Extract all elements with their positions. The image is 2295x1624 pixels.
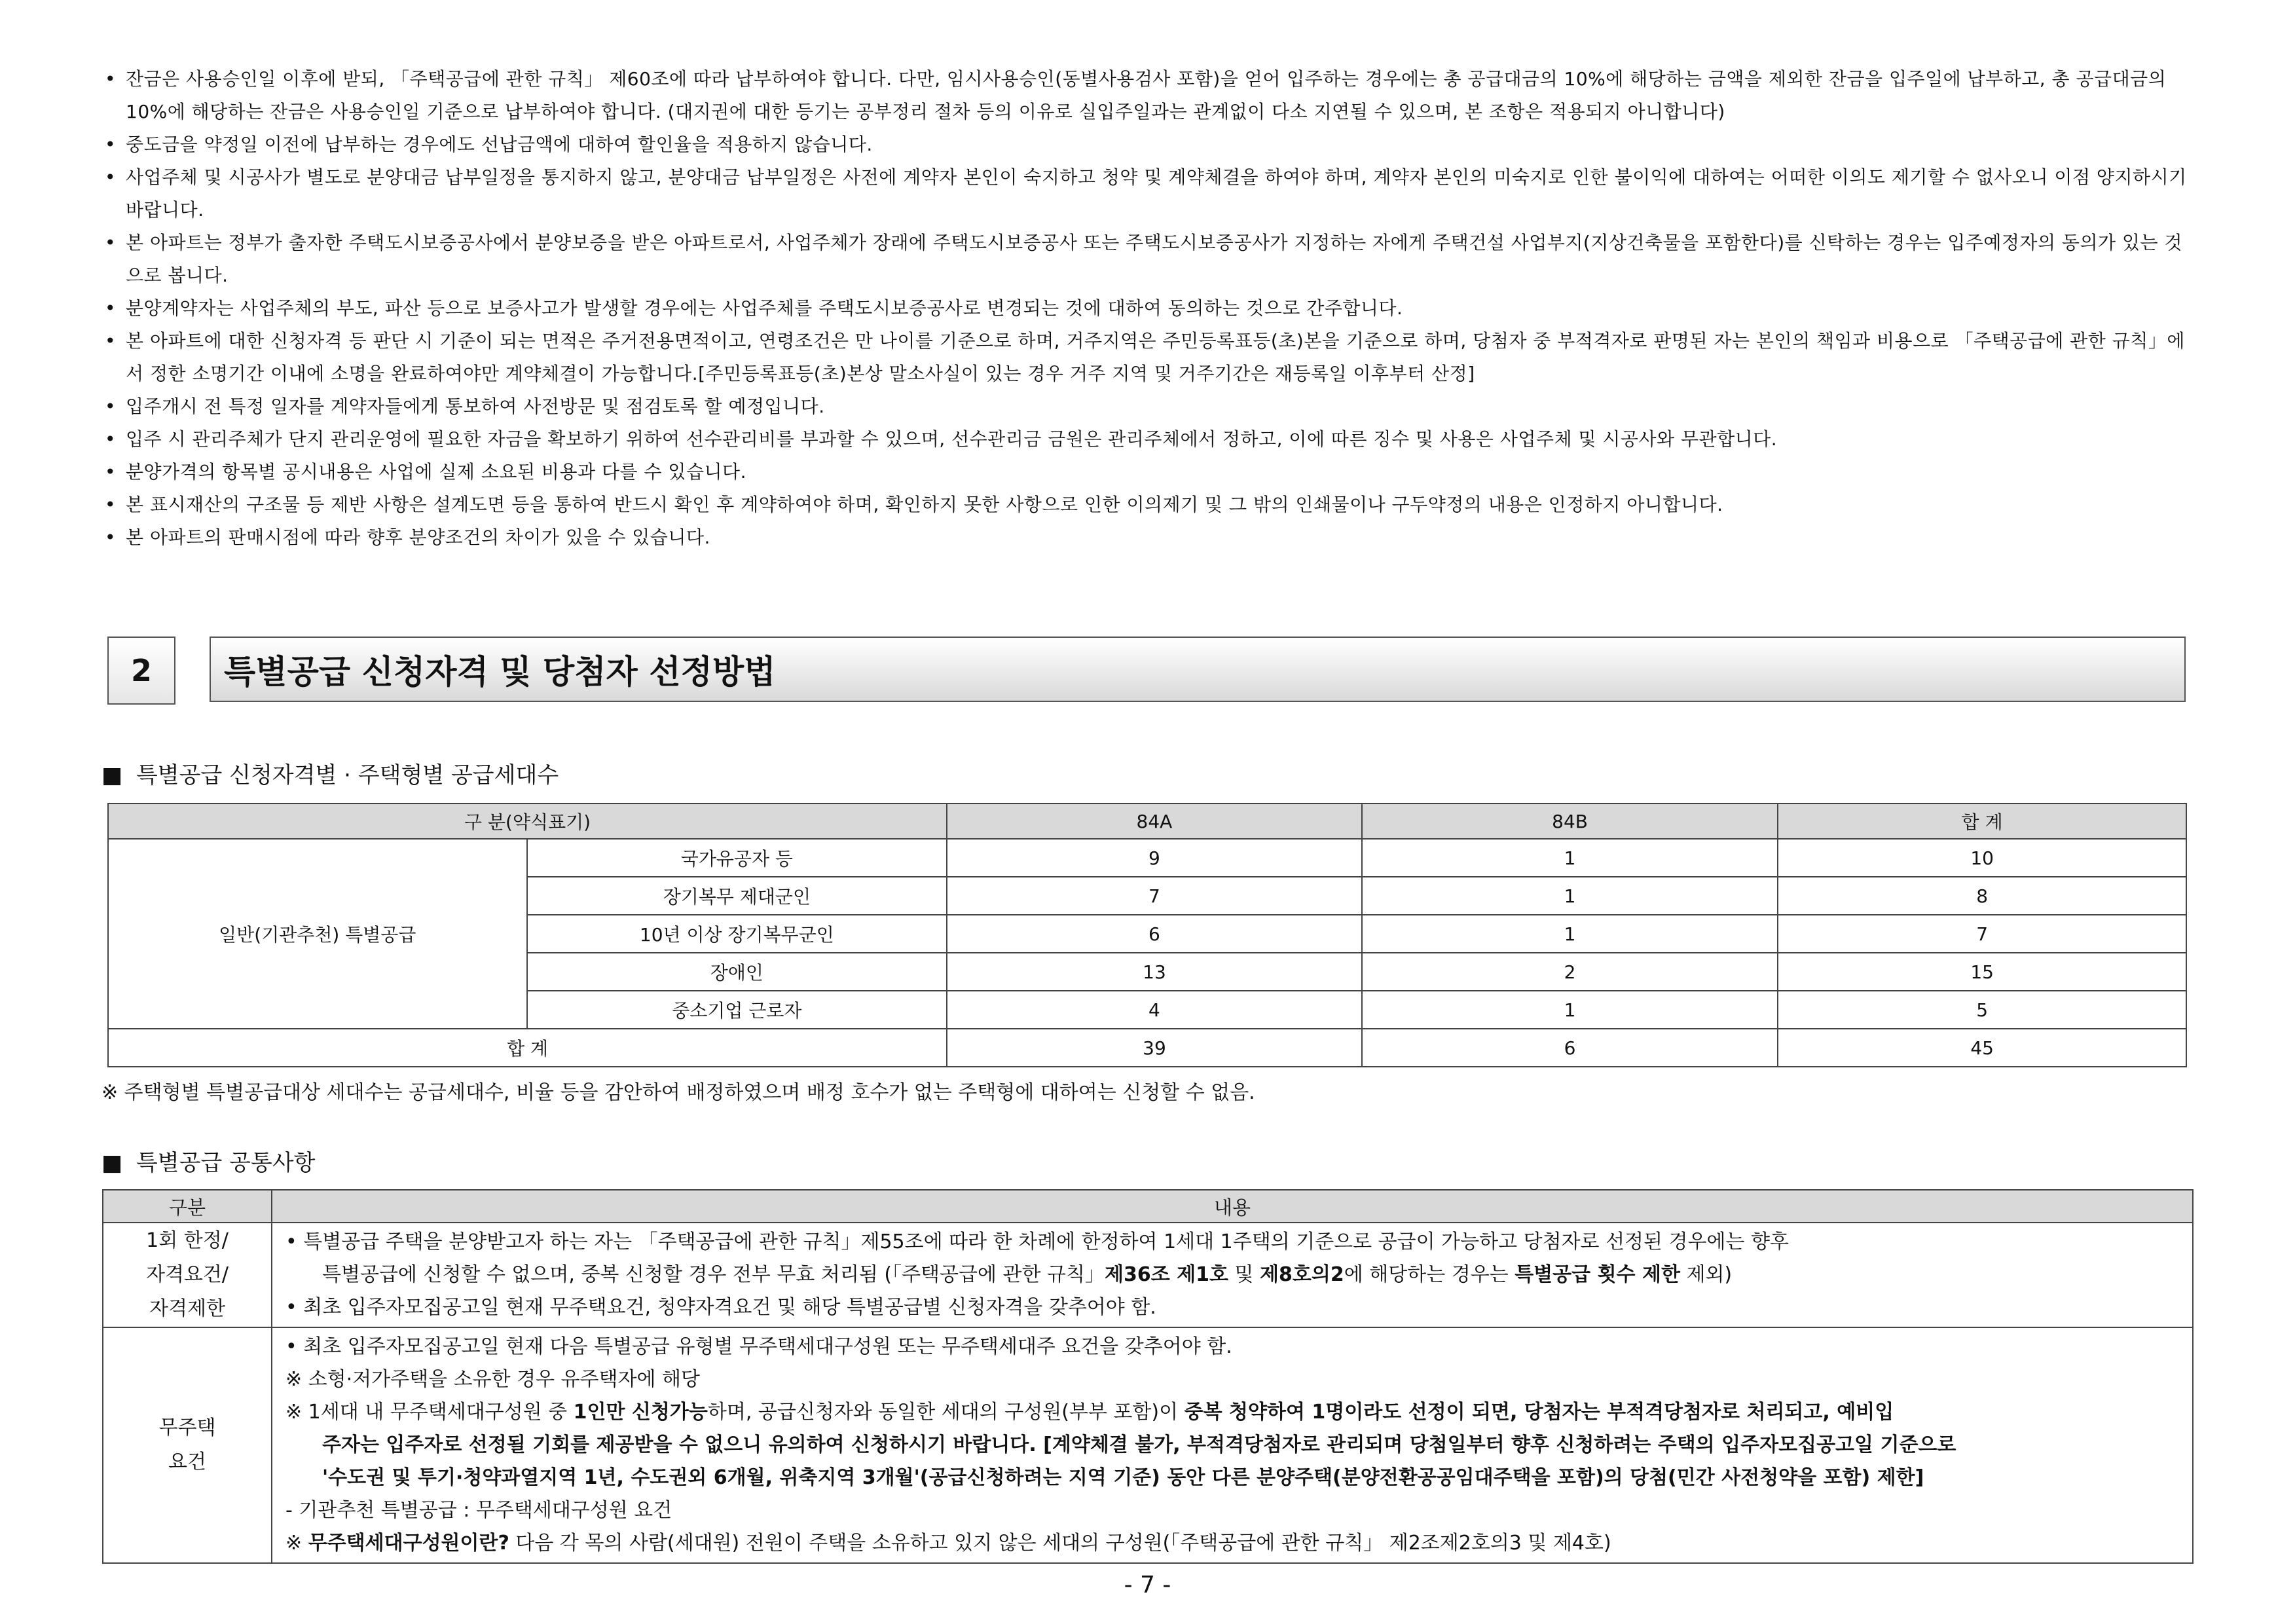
text-span: 특별공급에 신청할 수 없으며, 중복 신청할 경우 전부 무효 처리됨 (「주택공급에 관한 규칙」 <box>322 1263 1105 1286</box>
emphasis-text: 제36조 제1호 <box>1104 1263 1228 1286</box>
content-line: 주자는 입주자로 선정될 기회를 제공받을 수 없으니 유의하여 신청하시기 바랍니다. [계약체결 불가, 부적격당첨자로 관리되며 당첨일부터 향후 신청하려는 주택의 입주자모집공고일 기준으로 <box>322 1433 1956 1456</box>
row-content <box>272 1327 2193 1563</box>
text-span: ※ 1세대 내 무주택세대구성원 중 <box>285 1401 574 1424</box>
emphasis-text: 1인만 신청가능 <box>573 1401 708 1424</box>
bullet-item: • 사업주체 및 시공사가 별도로 분양대금 납부일정을 통지하지 않고, 분양대금 납부일정은 사전에 계약자 본인이 숙지하고 청약 및 계약체결을 하여야 하며, 계약자 본인의 미숙지로 인한 불이익에 대하여는 어떠한 이의도 제기할 수 없사오니 이점 양지하시기 바랍니다. <box>105 161 2200 227</box>
cell-total: 7 <box>1778 915 2186 953</box>
row-label <box>103 1223 272 1327</box>
cell-84a: 13 <box>947 953 1362 991</box>
cell-84b: 2 <box>1362 953 1778 991</box>
supply-count-table <box>107 803 2187 1067</box>
table-row <box>103 1327 2193 1563</box>
bullet-item: • 본 표시재산의 구조물 등 제반 사항은 설계도면 등을 통하여 반드시 확인 후 계약하여야 하며, 확인하지 못한 사항으로 인한 이의제기 및 그 밖의 인쇄물이나 구두약정의 내용은 인정하지 아니합니다. <box>105 489 2200 521</box>
common-requirements-table <box>102 1189 2194 1564</box>
notice-bullet-list <box>105 63 2200 554</box>
content-line <box>285 1259 2179 1291</box>
content-line: - 기관추천 특별공급 : 무주택세대구성원 요건 <box>285 1499 672 1522</box>
content-line <box>285 1527 2179 1560</box>
header-84b: 84B <box>1362 803 1778 839</box>
header-category: 구분 <box>103 1190 272 1223</box>
sum-row <box>108 1029 2186 1067</box>
row-content <box>272 1223 2193 1327</box>
row-label-line: 요건 <box>168 1450 206 1473</box>
bullet-item: • 잔금은 사용승인일 이후에 받되, 「주택공급에 관한 규칙」 제60조에 따라 납부하여야 합니다. 다만, 임시사용승인(동별사용검사 포함)을 얻어 입주하는 경우에는 총 공급대금의 10%에 해당하는 금액을 제외한 잔금을 입주일에 납부하고, 총 공급대금의 10%에 해당하는 잔금은 사용승인일 기준으로 납부하여야 합니다. (대지권에 대한 등기는 공부정리 절차 등의 이유로 실입주일과는 관계없이 다소 지연될 수 있으며, 본 조항은 적용되지 아니합니다) <box>105 63 2200 128</box>
bullet-item: • 본 아파트의 판매시점에 따라 향후 분양조건의 차이가 있을 수 있습니다. <box>105 521 2200 554</box>
table2-heading-text: 특별공급 공통사항 <box>136 1150 316 1176</box>
row-label <box>103 1327 272 1563</box>
row-label: 국가유공자 등 <box>527 839 947 877</box>
row-label: 10년 이상 장기복무군인 <box>527 915 947 953</box>
content-line <box>285 1396 2179 1429</box>
cell-84b: 1 <box>1362 877 1778 915</box>
text-span: 제외) <box>1680 1263 1733 1286</box>
section-title: 특별공급 신청자격 및 당첨자 선정방법 <box>210 637 2186 702</box>
header-content: 내용 <box>272 1190 2193 1223</box>
sum-total: 45 <box>1778 1029 2186 1067</box>
row-label: 장애인 <box>527 953 947 991</box>
text-span: 하며, 공급신청자와 동일한 세대의 구성원(부부 포함)이 <box>707 1401 1184 1424</box>
content-line: • 특별공급 주택을 분양받고자 하는 자는 「주택공급에 관한 규칙」제55조에 따라 한 차례에 한정하여 1세대 1주택의 기준으로 공급이 가능하고 당첨자로 선정된 경우에는 향후 <box>285 1230 1789 1253</box>
cell-total: 8 <box>1778 877 2186 915</box>
bullet-item: • 본 아파트는 정부가 출자한 주택도시보증공사에서 분양보증을 받은 아파트로서, 사업주체가 장래에 주택도시보증공사 또는 주택도시보증공사가 지정하는 자에게 주택건설 사업부지(지상건축물을 포함한다)를 신탁하는 경우는 입주예정자의 동의가 있는 것으로 봅니다. <box>105 227 2200 292</box>
header-category: 구 분(약식표기) <box>108 803 947 839</box>
section-number: 2 <box>107 637 175 705</box>
sum-84b: 6 <box>1362 1029 1778 1067</box>
emphasis-text: 제8호의2 <box>1260 1263 1344 1286</box>
row-label-line: 1회 한정/ <box>146 1229 229 1252</box>
cell-total: 15 <box>1778 953 2186 991</box>
table-header-row <box>108 803 2186 839</box>
content-line: • 최초 입주자모집공고일 현재 다음 특별공급 유형별 무주택세대구성원 또는 무주택세대주 요건을 갖추어야 함. <box>285 1335 1232 1358</box>
row-label-line: 자격요건/ <box>145 1263 229 1286</box>
bullet-item: • 중도금을 약정일 이전에 납부하는 경우에도 선납금액에 대하여 할인율을 적용하지 않습니다. <box>105 128 2200 161</box>
table1-heading <box>101 757 559 789</box>
emphasis-text: 무주택세대구성원이란? <box>308 1532 509 1555</box>
content-line: '수도권 및 투기·청약과열지역 1년, 수도권외 6개월, 위축지역 3개월'(공급신청하려는 지역 기준) 동안 다른 분양주택(분양전환공공임대주택을 포함)의 당첨(민간 사전청약을 포함) 제한] <box>322 1466 1924 1489</box>
table1-heading-text: 특별공급 신청자격별 · 주택형별 공급세대수 <box>136 762 559 788</box>
cell-84a: 4 <box>947 991 1362 1029</box>
bullet-item: • 분양계약자는 사업주체의 부도, 파산 등으로 보증사고가 발생할 경우에는 사업주체를 주택도시보증공사로 변경되는 것에 대하여 동의하는 것으로 간주합니다. <box>105 292 2200 325</box>
cell-84a: 6 <box>947 915 1362 953</box>
table1-note: ※ 주택형별 특별공급대상 세대수는 공급세대수, 비율 등을 감안하여 배정하였으며 배정 호수가 없는 주택형에 대하여는 신청할 수 없음. <box>101 1081 1255 1104</box>
sum-label: 합 계 <box>108 1029 947 1067</box>
table-header-row <box>103 1190 2193 1223</box>
cell-84b: 1 <box>1362 991 1778 1029</box>
bullet-item: • 입주 시 관리주체가 단지 관리운영에 필요한 자금을 확보하기 위하여 선수관리비를 부과할 수 있으며, 선수관리금 금원은 관리주체에서 정하고, 이에 따른 징수 및 사용은 사업주체 및 시공사와 무관합니다. <box>105 423 2200 456</box>
page-number: - 7 - <box>1124 1572 1171 1598</box>
cell-84a: 7 <box>947 877 1362 915</box>
emphasis-text: 특별공급 횟수 제한 <box>1515 1263 1680 1286</box>
cell-total: 5 <box>1778 991 2186 1029</box>
header-84a: 84A <box>947 803 1362 839</box>
sum-84a: 39 <box>947 1029 1362 1067</box>
row-label: 중소기업 근로자 <box>527 991 947 1029</box>
content-line: ※ 소형·저가주택을 소유한 경우 유주택자에 해당 <box>285 1368 700 1391</box>
square-bullet-icon: ■ <box>101 1150 123 1176</box>
row-label-line: 자격제한 <box>149 1297 225 1320</box>
emphasis-text: 중복 청약하여 1명이라도 선정이 되면, 당첨자는 부적격당첨자로 처리되고, 예비입 <box>1184 1401 1894 1424</box>
text-span: 다음 각 목의 사람(세대원) 전원이 주택을 소유하고 있지 않은 세대의 구성원(「주택공급에 관한 규칙」 제2조제2호의3 및 제4호) <box>509 1532 1611 1555</box>
table-row <box>108 839 2186 877</box>
cell-total: 10 <box>1778 839 2186 877</box>
content-line: • 최초 입주자모집공고일 현재 무주택요건, 청약자격요건 및 해당 특별공급별 신청자격을 갖추어야 함. <box>285 1296 1156 1319</box>
row-label: 장기복무 제대군인 <box>527 877 947 915</box>
row-label-line: 무주택 <box>158 1416 216 1439</box>
square-bullet-icon: ■ <box>101 762 123 788</box>
cell-84b: 1 <box>1362 915 1778 953</box>
cell-84a: 9 <box>947 839 1362 877</box>
text-span: ※ <box>285 1532 308 1555</box>
text-span: 에 해당하는 경우는 <box>1344 1263 1515 1286</box>
header-total: 합 계 <box>1778 803 2186 839</box>
bullet-item: • 본 아파트에 대한 신청자격 등 판단 시 기준이 되는 면적은 주거전용면적이고, 연령조건은 만 나이를 기준으로 하며, 거주지역은 주민등록표등(초)본을 기준으로 하며, 당첨자 중 부적격자로 판명된 자는 본인의 책임과 비용으로 「주택공급에 관한 규칙」에서 정한 소명기간 이내에 소명을 완료하여야만 계약체결이 가능합니다.[주민등록표등(초)본상 말소사실이 있는 경우 거주 지역 및 거주기간은 재등록일 이후부터 산정] <box>105 325 2200 390</box>
table2-heading <box>101 1145 316 1177</box>
text-span: 및 <box>1228 1263 1260 1286</box>
table-row <box>103 1223 2193 1327</box>
cell-84b: 1 <box>1362 839 1778 877</box>
bullet-item: • 분양가격의 항목별 공시내용은 사업에 실제 소요된 비용과 다를 수 있습니다. <box>105 456 2200 489</box>
bullet-item: • 입주개시 전 특정 일자를 계약자들에게 통보하여 사전방문 및 점검토록 할 예정입니다. <box>105 390 2200 423</box>
group-label: 일반(기관추천) 특별공급 <box>108 839 527 1029</box>
